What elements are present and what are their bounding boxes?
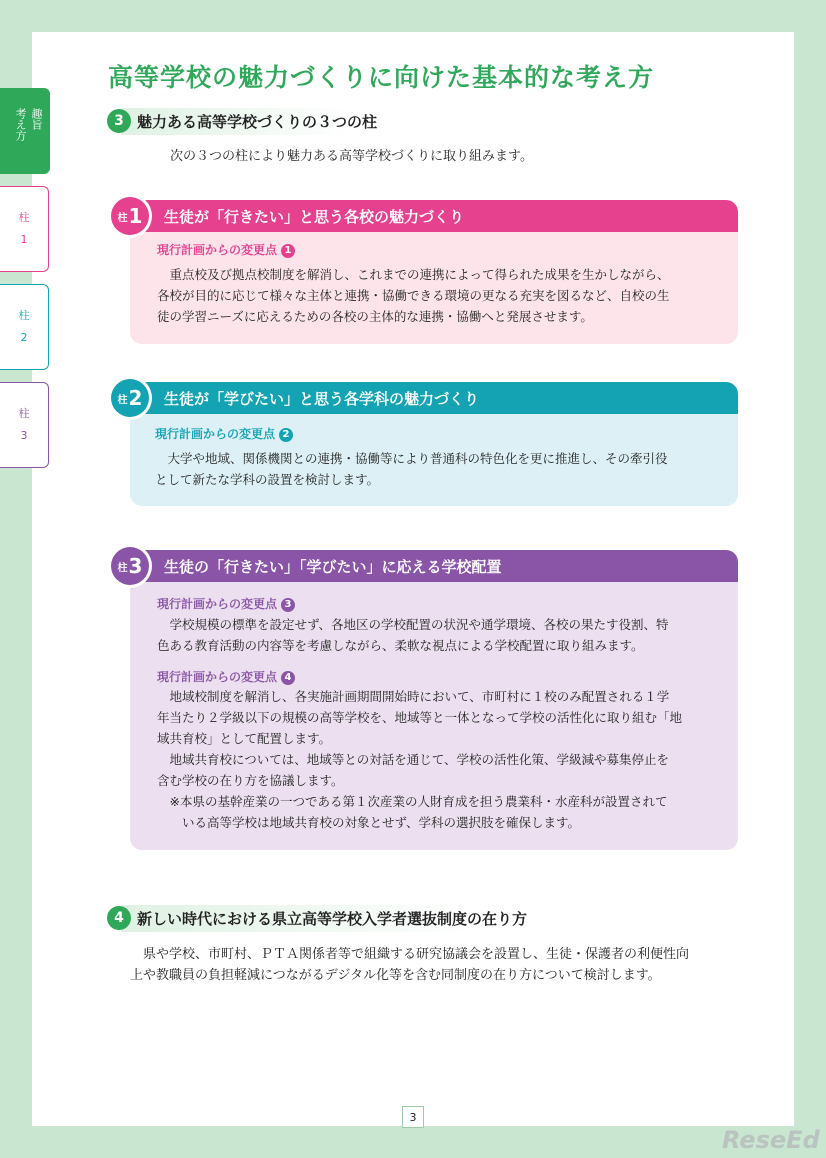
change-label-text: 現行計画からの変更点: [157, 670, 278, 684]
text-line: ※本県の基幹産業の一つである第１次産業の人財育成を担う農業科・水産科が設置されて: [157, 794, 668, 809]
text-line: 大学や地域、関係機関との連携・協働等により普通科の特色化を更に推進し、その牽引役: [155, 451, 668, 466]
pillar-2-title: 生徒が「学びたい」と思う各学科の魅力づくり: [164, 389, 480, 408]
pillar-1-badge-num: 1: [128, 204, 143, 228]
pillar-2-header: [128, 382, 738, 414]
pillar-2-badge-label: 柱: [117, 394, 128, 406]
side-tab-pillar-1-label: 柱: [18, 211, 30, 224]
watermark-logo: ReseEd: [722, 1126, 820, 1154]
pillar-2-badge: [108, 376, 152, 420]
side-tab-pillar-1-num: 1: [20, 233, 28, 246]
text-line: 地域共育校については、地域等との対話を通じて、学校の活性化策、学級減や募集停止を: [157, 752, 670, 767]
pillar-3-change-label-b: [157, 668, 295, 685]
section-3-heading: [107, 108, 391, 134]
text-line: 域共育校」として配置します。: [157, 731, 332, 746]
change-number-badge: 3: [281, 598, 295, 612]
side-tab-pillar-3-label: 柱: [18, 407, 30, 420]
side-tab-pillar-3[interactable]: [0, 382, 49, 468]
text-line: 徒の学習ニーズに応えるための各校の主体的な連携・協働へと発展させます。: [157, 309, 593, 324]
pillar-3-header: [128, 550, 738, 582]
text-line: 地域校制度を解消し、各実施計画期間開始時において、市町村に１校のみ配置される１学: [157, 689, 670, 704]
page-title: 高等学校の魅力づくりに向けた基本的な考え方: [108, 63, 655, 92]
change-label-text: 現行計画からの変更点: [157, 243, 278, 257]
section-4-number: 4: [107, 906, 131, 930]
pillar-1-badge: [108, 194, 152, 238]
side-tab-pillar-3-num: 3: [20, 429, 28, 442]
pillar-3-badge: [108, 544, 152, 588]
pillar-3-change-3-text: [157, 614, 669, 656]
pillar-3-badge-num: 3: [128, 554, 143, 578]
change-label-text: 現行計画からの変更点: [155, 427, 276, 441]
text-line: 学校規模の標準を設定せず、各地区の学校配置の状況や通学環境、各校の果たす役割、特: [157, 617, 669, 632]
change-number-badge: 2: [279, 428, 293, 442]
text-line: 含む学校の在り方を協議します。: [157, 773, 344, 788]
side-tab-purpose-line2: 考え方: [14, 108, 27, 141]
text-line: いる高等学校は地域共育校の対象とせず、学科の選択肢を確保します。: [157, 815, 581, 830]
pillar-1-badge-label: 柱: [117, 212, 128, 224]
text-line: として新たな学科の設置を検討します。: [155, 472, 380, 487]
text-line: 各校が目的に応じて様々な主体と連携・協働できる環境の更なる充実を図るなど、自校の生: [157, 288, 670, 303]
change-number-badge: 4: [281, 671, 295, 685]
section-3-title: 魅力ある高等学校づくりの３つの柱: [121, 108, 391, 135]
side-tab-pillar-1[interactable]: [0, 186, 49, 272]
pillar-1-title: 生徒が「行きたい」と思う各校の魅力づくり: [164, 207, 465, 226]
side-tab-pillar-2-label: 柱: [18, 309, 30, 322]
side-tab-purpose-line1: 趣旨: [30, 108, 43, 130]
page-number: 3: [402, 1106, 424, 1128]
text-line: 年当たり２学級以下の規模の高等学校を、地域等と一体となって学校の活性化に取り組む「地: [157, 710, 683, 725]
section-4-title: 新しい時代における県立高等学校入学者選抜制度の在り方: [121, 905, 541, 932]
section-3-number: 3: [107, 109, 131, 133]
section-3-intro: 次の３つの柱により魅力ある高等学校づくりに取り組みます。: [170, 149, 533, 164]
section-4-heading: [107, 905, 541, 931]
text-line: 県や学校、市町村、ＰＴＡ関係者等で組織する研究協議会を設置し、生徒・保護者の利便性向: [130, 947, 690, 962]
change-label-text: 現行計画からの変更点: [157, 597, 278, 611]
pillar-1-header: [128, 200, 738, 232]
pillar-1-change-1-text: [157, 264, 670, 327]
side-tab-pillar-2-num: 2: [20, 331, 28, 344]
pillar-3-badge-label: 柱: [117, 562, 128, 574]
side-tab-purpose[interactable]: [0, 88, 50, 174]
pillar-3-change-4-text: [157, 686, 682, 833]
pillar-1-change-label: [157, 241, 295, 258]
pillar-2-badge-num: 2: [128, 386, 143, 410]
section-4-text: [130, 944, 689, 986]
change-number-badge: 1: [281, 244, 295, 258]
pillar-3-title: 生徒の「行きたい」「学びたい」に応える学校配置: [164, 557, 502, 576]
side-tab-pillar-2[interactable]: [0, 284, 49, 370]
text-line: 上や教職員の負担軽減につながるデジタル化等を含む同制度の在り方について検討します。: [130, 968, 661, 983]
pillar-2-change-label: [155, 425, 293, 442]
text-line: 色ある教育活動の内容等を考慮しながら、柔軟な視点による学校配置に取り組みます。: [157, 638, 644, 653]
text-line: 重点校及び拠点校制度を解消し、これまでの連携によって得られた成果を生かしながら、: [157, 267, 670, 282]
pillar-2-change-2-text: [155, 448, 668, 490]
pillar-3-change-label-a: [157, 595, 295, 612]
